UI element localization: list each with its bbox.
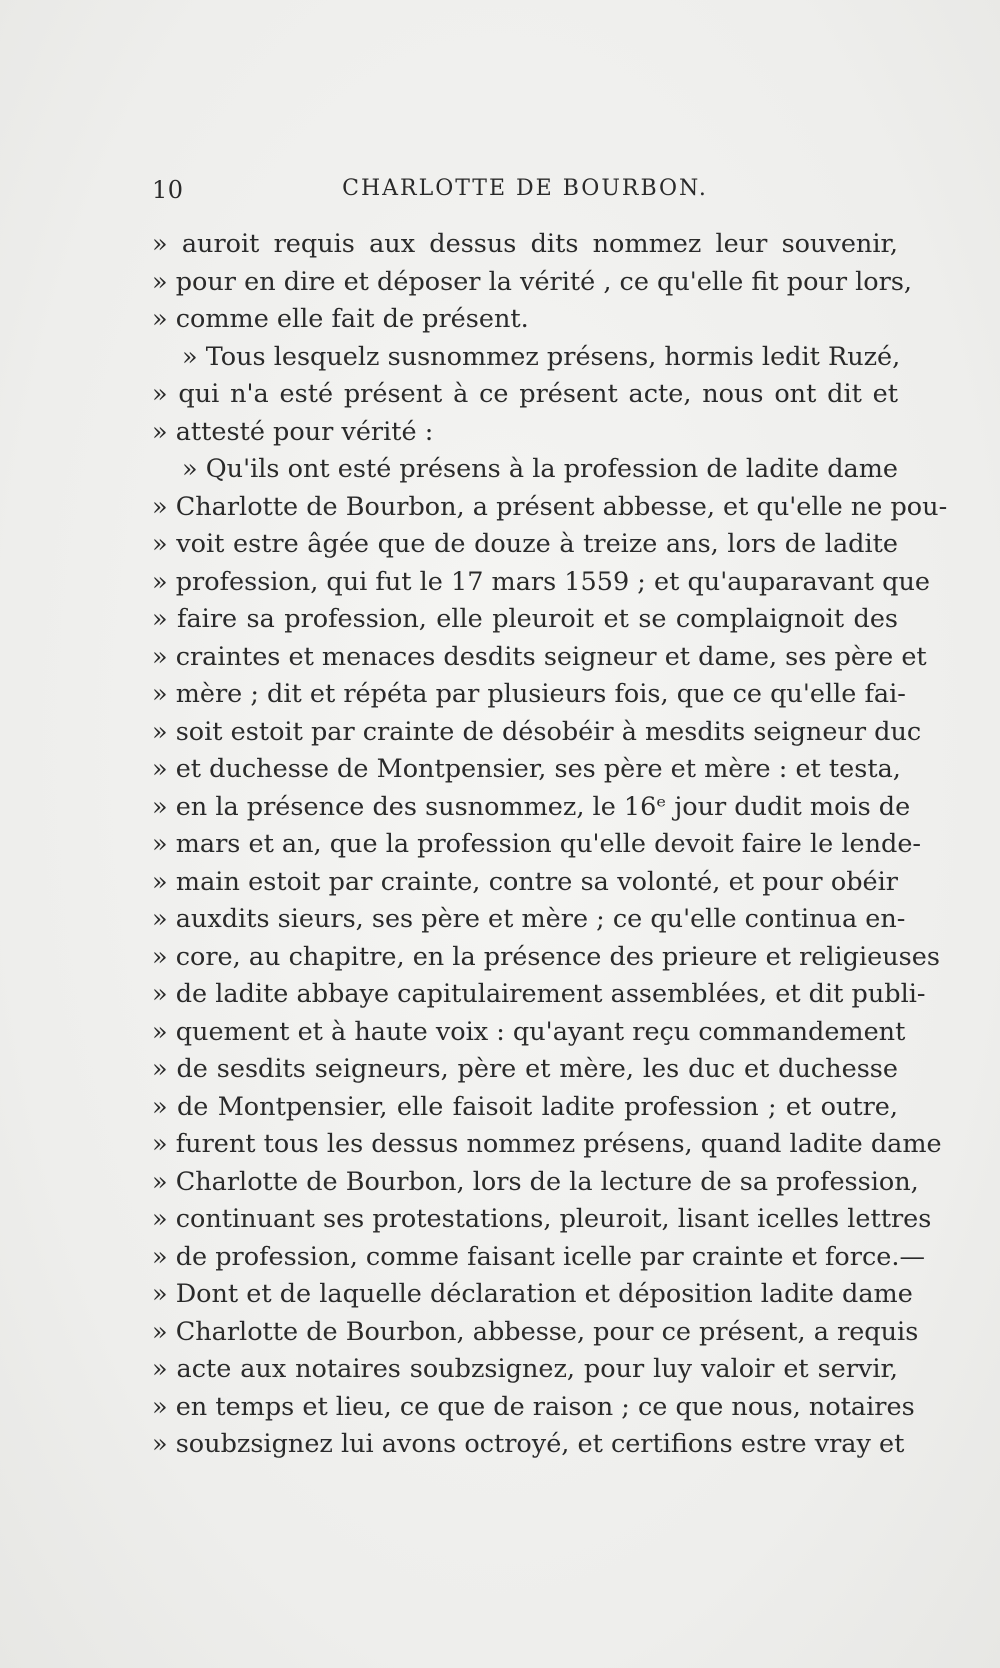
text-line: » de ladite abbaye capitulairement assemblées, et dit publi- <box>152 979 926 1009</box>
text-line: » acte aux notaires soubzsignez, pour luy valoir et servir, <box>152 1354 898 1384</box>
text-line: » comme elle fait de présent. <box>152 304 529 334</box>
text-line: » Dont et de laquelle déclaration et déposition ladite dame <box>152 1279 913 1309</box>
text-line: » profession, qui fut le 17 mars 1559 ; et qu'auparavant que <box>152 566 930 597</box>
page-header <box>152 170 898 210</box>
text-line: » soit estoit par crainte de désobéir à mesdits seigneur duc <box>152 716 922 747</box>
text-line: » mars et an, que la profession qu'elle devoit faire le lende- <box>152 829 922 859</box>
text-line: » soubzsignez lui avons octroyé, et certifions estre vray et <box>152 1429 905 1459</box>
text-line: » en la présence des susnommez, le 16ᵉ jour dudit mois de <box>152 791 911 822</box>
text-line: » en temps et lieu, ce que de raison ; ce que nous, notaires <box>152 1391 915 1422</box>
text-line: » Charlotte de Bourbon, a présent abbesse, et qu'elle ne pou- <box>152 491 948 522</box>
text-line: » Tous lesquelz susnommez présens, hormis ledit Ruzé, <box>182 341 901 372</box>
text-line: » de profession, comme faisant icelle par crainte et force.— <box>152 1241 925 1272</box>
text-line: » Charlotte de Bourbon, lors de la lecture de sa profession, <box>152 1166 919 1197</box>
text-line: » Qu'ils ont esté présens à la profession de ladite dame <box>182 454 898 484</box>
text-line: » auxdits sieurs, ses père et mère ; ce qu'elle continua en- <box>152 904 906 934</box>
running-title: CHARLOTTE DE BOURBON. <box>342 176 708 201</box>
text-line: » qui n'a esté présent à ce présent acte, nous ont dit et <box>152 379 898 409</box>
text-line: » attesté pour vérité : <box>152 416 434 447</box>
text-line: » pour en dire et déposer la vérité , ce qu'elle fit pour lors, <box>152 266 913 297</box>
body-text <box>152 226 948 1464</box>
text-line: » mère ; dit et répéta par plusieurs fois, que ce qu'elle fai- <box>152 679 906 709</box>
text-line: » main estoit par crainte, contre sa volonté, et pour obéir <box>152 866 898 897</box>
text-line: » faire sa profession, elle pleuroit et se complaignoit des <box>152 604 898 634</box>
text-line: » de Montpensier, elle faisoit ladite profession ; et outre, <box>152 1091 898 1122</box>
text-line: » furent tous les dessus nommez présens, quand ladite dame <box>152 1129 942 1159</box>
text-line: » voit estre âgée que de douze à treize ans, lors de ladite <box>152 529 898 559</box>
text-line: » auroit requis aux dessus dits nommez leur souvenir, <box>152 229 898 259</box>
text-line: » et duchesse de Montpensier, ses père et mère : et testa, <box>152 754 901 784</box>
page-number: 10 <box>152 176 184 204</box>
text-line: » de sesdits seigneurs, père et mère, les duc et duchesse <box>152 1054 898 1084</box>
text-line: » core, au chapitre, en la présence des prieure et religieuses <box>152 941 940 972</box>
text-line: » Charlotte de Bourbon, abbesse, pour ce présent, a requis <box>152 1316 919 1347</box>
text-line: » continuant ses protestations, pleuroit, lisant icelles lettres <box>152 1204 932 1234</box>
text-line: » quement et à haute voix : qu'ayant reçu commandement <box>152 1016 906 1047</box>
text-line: » craintes et menaces desdits seigneur et dame, ses père et <box>152 641 927 672</box>
